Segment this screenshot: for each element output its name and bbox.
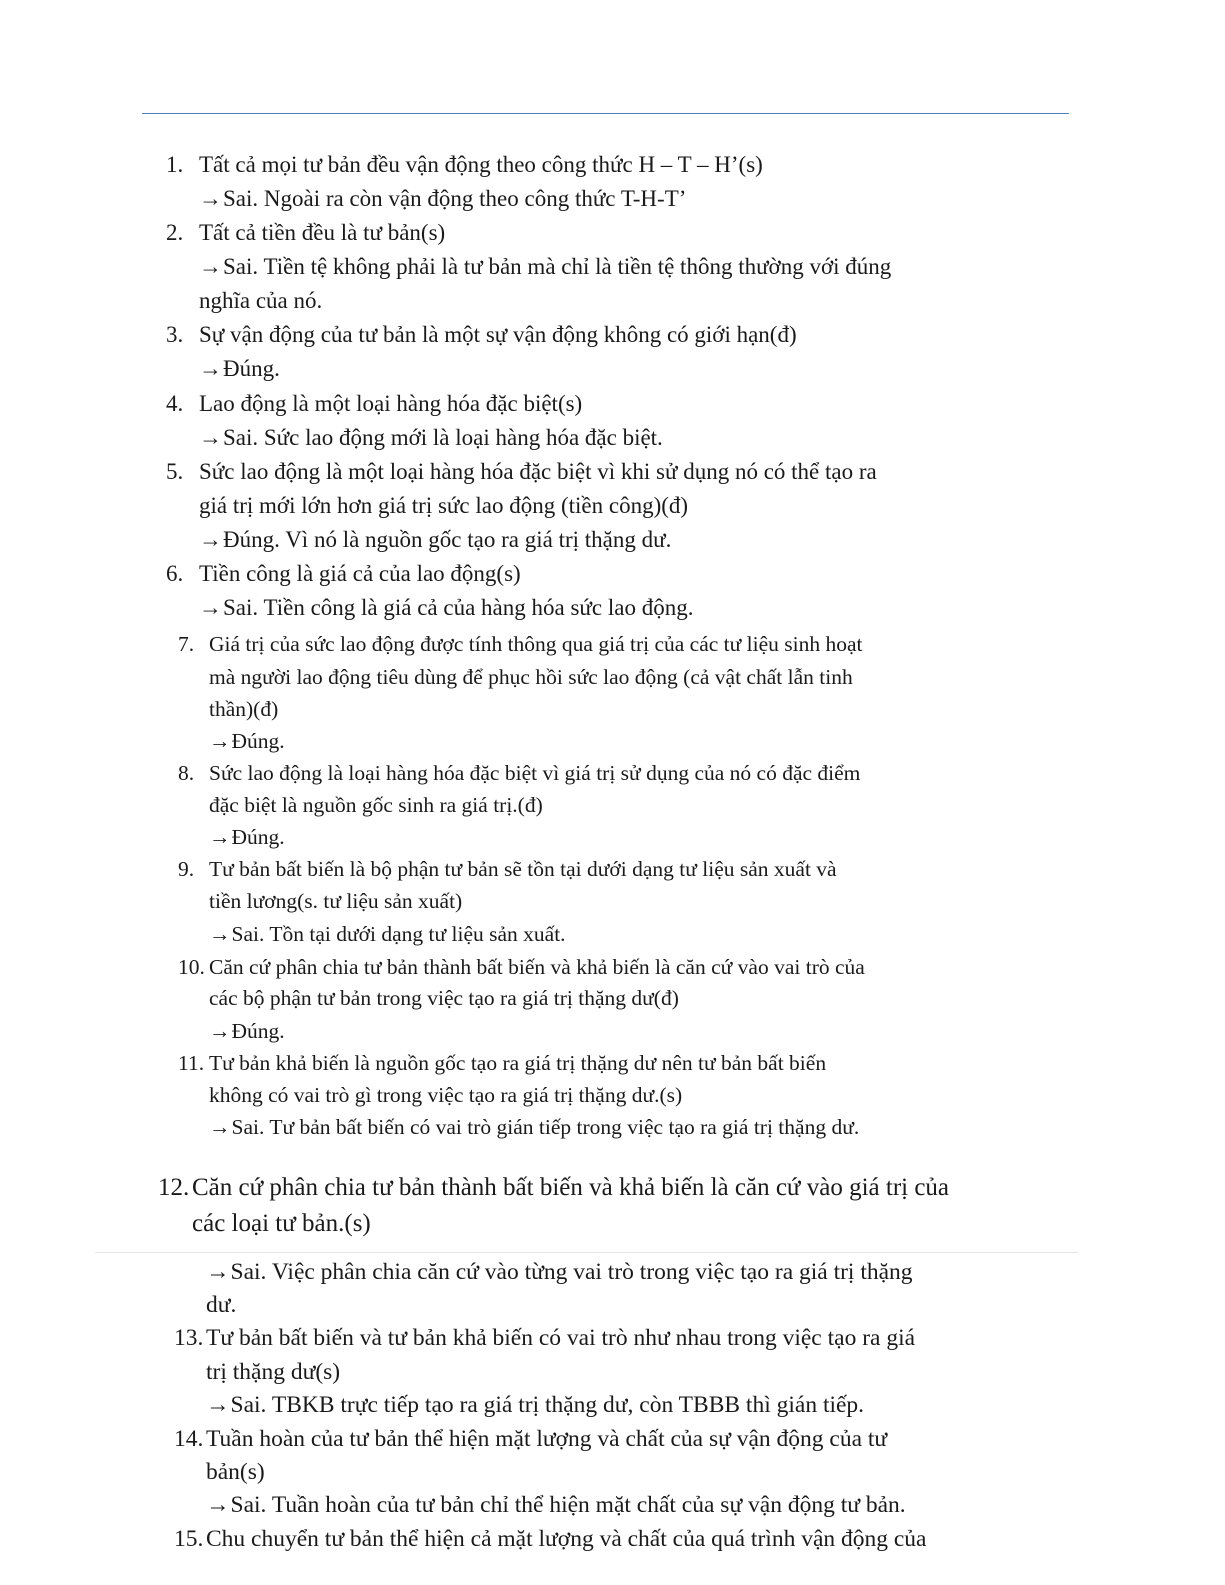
item-8-answer — [209, 827, 285, 849]
item-8-question: Sức lao động là loại hàng hóa đặc biệt vì giá trị sử dụng của nó có đặc điểm — [209, 761, 861, 785]
item-13-number: 13. — [174, 1325, 204, 1351]
item-13-question: Tư bản bất biến và tư bản khả biến có vai trò như nhau trong việc tạo ra giá — [206, 1325, 916, 1351]
item-11-number: 11. — [178, 1051, 205, 1075]
item-8-answer-text: Đúng. — [231, 825, 285, 849]
arrow-right-icon: → — [206, 1392, 230, 1418]
item-11-answer — [209, 1117, 859, 1139]
item-5-answer-text: Đúng. Vì nó là nguồn gốc tạo ra giá trị thặng dư. — [223, 527, 672, 552]
arrow-right-icon: → — [206, 1492, 230, 1518]
item-3-answer — [199, 357, 280, 380]
item-13-answer-text: Sai. TBKB trực tiếp tạo ra giá trị thặng dư, còn TBBB thì gián tiếp. — [230, 1392, 865, 1418]
item-5-answer — [199, 528, 671, 551]
arrow-right-icon: → — [199, 595, 222, 620]
item-15-question: Chu chuyển tư bản thể hiện cả mặt lượng và chất của quá trình vận động của — [206, 1526, 927, 1552]
item-14-question-cont: bản(s) — [206, 1459, 265, 1485]
item-4-answer-text: Sai. Sức lao động mới là loại hàng hóa đặc biệt. — [223, 425, 663, 450]
item-2-answer-cont: nghĩa của nó. — [199, 288, 323, 313]
item-9-answer-text: Sai. Tồn tại dưới dạng tư liệu sản xuất. — [231, 922, 566, 946]
item-9-question: Tư bản bất biến là bộ phận tư bản sẽ tồn tại dưới dạng tư liệu sản xuất và — [209, 857, 837, 881]
item-9-question-cont: tiền lương(s. tư liệu sản xuất) — [209, 889, 463, 913]
item-12-answer — [206, 1261, 913, 1285]
item-12-question: Căn cứ phân chia tư bản thành bất biến và khả biến là căn cứ vào giá trị của — [192, 1174, 950, 1201]
item-14-answer — [206, 1494, 906, 1518]
item-2-answer — [199, 255, 891, 278]
item-4-question: Lao động là một loại hàng hóa đặc biệt(s) — [199, 391, 583, 416]
item-12-question-cont: các loại tư bản.(s) — [192, 1210, 371, 1237]
item-12-number: 12. — [158, 1174, 190, 1201]
item-1-answer — [199, 187, 686, 210]
item-7-question: Giá trị của sức lao động được tính thông qua giá trị của các tư liệu sinh hoạt — [209, 632, 863, 656]
item-5-number: 5. — [166, 459, 184, 484]
page-separator — [95, 1252, 1078, 1253]
item-8-number: 8. — [178, 761, 195, 785]
item-15-number: 15. — [174, 1526, 204, 1552]
item-7-question-cont2: thần)(đ) — [209, 697, 279, 721]
header-rule — [142, 113, 1069, 114]
arrow-right-icon: → — [199, 186, 222, 211]
item-7-number: 7. — [178, 632, 195, 656]
item-5-question-cont: giá trị mới lớn hơn giá trị sức lao động (tiền công)(đ) — [199, 493, 689, 518]
item-6-question: Tiền công là giá cả của lao động(s) — [199, 561, 521, 586]
item-3-answer-text: Đúng. — [223, 356, 280, 381]
item-2-answer-text: Sai. Tiền tệ không phải là tư bản mà chỉ là tiền tệ thông thường với đúng — [223, 254, 892, 279]
item-12-answer-cont: dư. — [206, 1292, 237, 1318]
item-4-answer — [199, 426, 663, 449]
item-13-question-cont: trị thặng dư(s) — [206, 1359, 341, 1385]
arrow-right-icon: → — [209, 1115, 231, 1139]
item-7-answer-text: Đúng. — [231, 729, 285, 753]
item-14-number: 14. — [174, 1426, 204, 1452]
item-8-question-cont: đặc biệt là nguồn gốc sinh ra giá trị.(đ) — [209, 793, 543, 817]
item-11-question: Tư bản khả biến là nguồn gốc tạo ra giá trị thặng dư nên tư bản bất biến — [209, 1051, 827, 1075]
item-9-number: 9. — [178, 857, 195, 881]
item-10-answer — [209, 1021, 285, 1043]
item-13-answer — [206, 1394, 864, 1418]
item-2-number: 2. — [166, 220, 184, 245]
arrow-right-icon: → — [199, 254, 222, 279]
item-1-question: Tất cả mọi tư bản đều vận động theo công thức H – T – H’(s) — [199, 152, 763, 177]
item-6-answer — [199, 596, 693, 619]
item-7-answer — [209, 731, 285, 753]
item-10-answer-text: Đúng. — [231, 1019, 285, 1043]
item-1-answer-text: Sai. Ngoài ra còn vận động theo công thức T-H-T’ — [223, 186, 687, 211]
arrow-right-icon: → — [209, 922, 231, 946]
item-11-answer-text: Sai. Tư bản bất biến có vai trò gián tiếp trong việc tạo ra giá trị thặng dư. — [231, 1115, 860, 1139]
item-3-question: Sự vận động của tư bản là một sự vận động không có giới hạn(đ) — [199, 322, 797, 347]
item-14-question: Tuần hoàn của tư bản thể hiện mặt lượng và chất của sự vận động của tư — [206, 1426, 888, 1452]
arrow-right-icon: → — [209, 729, 231, 753]
item-12-answer-text: Sai. Việc phân chia căn cứ vào từng vai trò trong việc tạo ra giá trị thặng — [230, 1259, 913, 1285]
item-1-number: 1. — [166, 152, 184, 177]
item-11-question-cont: không có vai trò gì trong việc tạo ra giá trị thặng dư.(s) — [209, 1083, 683, 1107]
item-10-question-cont: các bộ phận tư bản trong việc tạo ra giá trị thặng dư(đ) — [209, 986, 679, 1010]
item-2-question: Tất cả tiền đều là tư bản(s) — [199, 220, 446, 245]
item-6-number: 6. — [166, 561, 184, 586]
arrow-right-icon: → — [209, 1019, 231, 1043]
item-14-answer-text: Sai. Tuần hoàn của tư bản chỉ thể hiện mặt chất của sự vận động tư bản. — [230, 1492, 906, 1518]
item-3-number: 3. — [166, 322, 184, 347]
arrow-right-icon: → — [209, 825, 231, 849]
item-10-question: Căn cứ phân chia tư bản thành bất biến và khả biến là căn cứ vào vai trò của — [209, 955, 865, 979]
arrow-right-icon: → — [206, 1259, 230, 1285]
item-5-question: Sức lao động là một loại hàng hóa đặc biệt vì khi sử dụng nó có thể tạo ra — [199, 459, 877, 484]
arrow-right-icon: → — [199, 527, 222, 552]
item-4-number: 4. — [166, 391, 184, 416]
item-9-answer — [209, 924, 566, 946]
arrow-right-icon: → — [199, 356, 222, 381]
item-6-answer-text: Sai. Tiền công là giá cả của hàng hóa sức lao động. — [223, 595, 694, 620]
item-10-number: 10. — [178, 955, 205, 979]
item-7-question-cont: mà người lao động tiêu dùng để phục hồi sức lao động (cả vật chất lẫn tinh — [209, 665, 853, 689]
arrow-right-icon: → — [199, 425, 222, 450]
